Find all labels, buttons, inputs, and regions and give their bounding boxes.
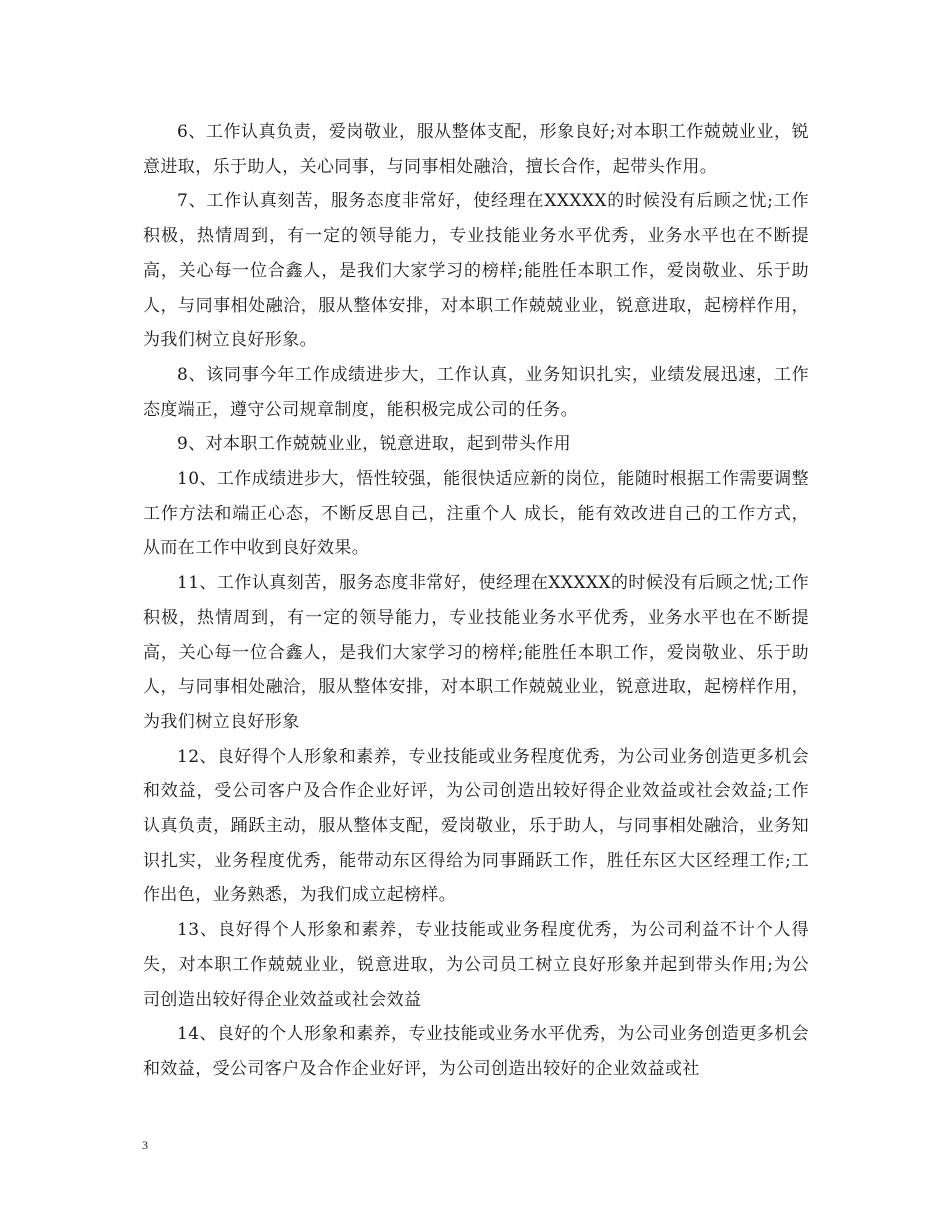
paragraph-14: 14、良好的个人形象和素养，专业技能或业务水平优秀，为公司业务创造更多机会和效益，受公司客户及合作企业好评，为公司创造出较好的企业效益或社	[143, 1024, 809, 1079]
paragraph-11: 11、工作认真刻苦，服务态度非常好，使经理在XXXXX的时候没有后顾之忧;工作积极，热情周到，有一定的领导能力，专业技能业务水平优秀，业务水平也在不断提高，关心每一位合鑫人，是我们大家学习的榜样;能胜任本职工作，爱岗敬业、乐于助人，与同事相处融洽，服从整体安排，对本职工作兢兢业业，锐意进取，起榜样作用，为我们树立良好形象	[143, 573, 809, 732]
paragraph-12: 12、良好得个人形象和素养，专业技能或业务程度优秀，为公司业务创造更多机会和效益，受公司客户及合作企业好评，为公司创造出较好得企业效益或社会效益;工作认真负责，踊跃主动，服从整体支配，爱岗敬业，乐于助人，与同事相处融洽，业务知识扎实，业务程度优秀，能带动东区得给为同事踊跃工作，胜任东区大区经理工作;工作出色，业务熟悉，为我们成立起榜样。	[143, 746, 809, 906]
paragraph-6: 6、工作认真负责，爱岗敬业，服从整体支配，形象良好;对本职工作兢兢业业，锐意进取，乐于助人，关心同事，与同事相处融洽，擅长合作，起带头作用。	[143, 122, 809, 177]
paragraph-9: 9、对本职工作兢兢业业，锐意进取，起到带头作用	[177, 434, 572, 455]
page-number: 3	[142, 1138, 148, 1152]
paragraph-8: 8、该同事今年工作成绩进步大，工作认真，业务知识扎实，业绩发展迅速，工作态度端正，遵守公司规章制度，能积极完成公司的任务。	[143, 364, 809, 420]
paragraph-10: 10、工作成绩进步大，悟性较强，能很快适应新的岗位，能随时根据工作需要调整工作方法和端正心态，不断反思自己，注重个人 成长，能有效改进自己的工作方式，从而在工作中收到良好效果。	[143, 469, 809, 559]
paragraph-7: 7、工作认真刻苦，服务态度非常好，使经理在XXXXX的时候没有后顾之忧;工作积极，热情周到，有一定的领导能力，专业技能业务水平优秀，业务水平也在不断提高，关心每一位合鑫人，是我们大家学习的榜样;能胜任本职工作，爱岗敬业、乐于助人，与同事相处融洽，服从整体安排，对本职工作兢兢业业，锐意进取，起榜样作用，为我们树立良好形象。	[143, 191, 809, 351]
document-body	[143, 115, 809, 1087]
paragraph-13: 13、良好得个人形象和素养，专业技能或业务程度优秀，为公司利益不计个人得失，对本职工作兢兢业业，锐意进取，为公司员工树立良好形象并起到带头作用;为公司创造出较好得企业效益或社会效益	[143, 920, 809, 1010]
